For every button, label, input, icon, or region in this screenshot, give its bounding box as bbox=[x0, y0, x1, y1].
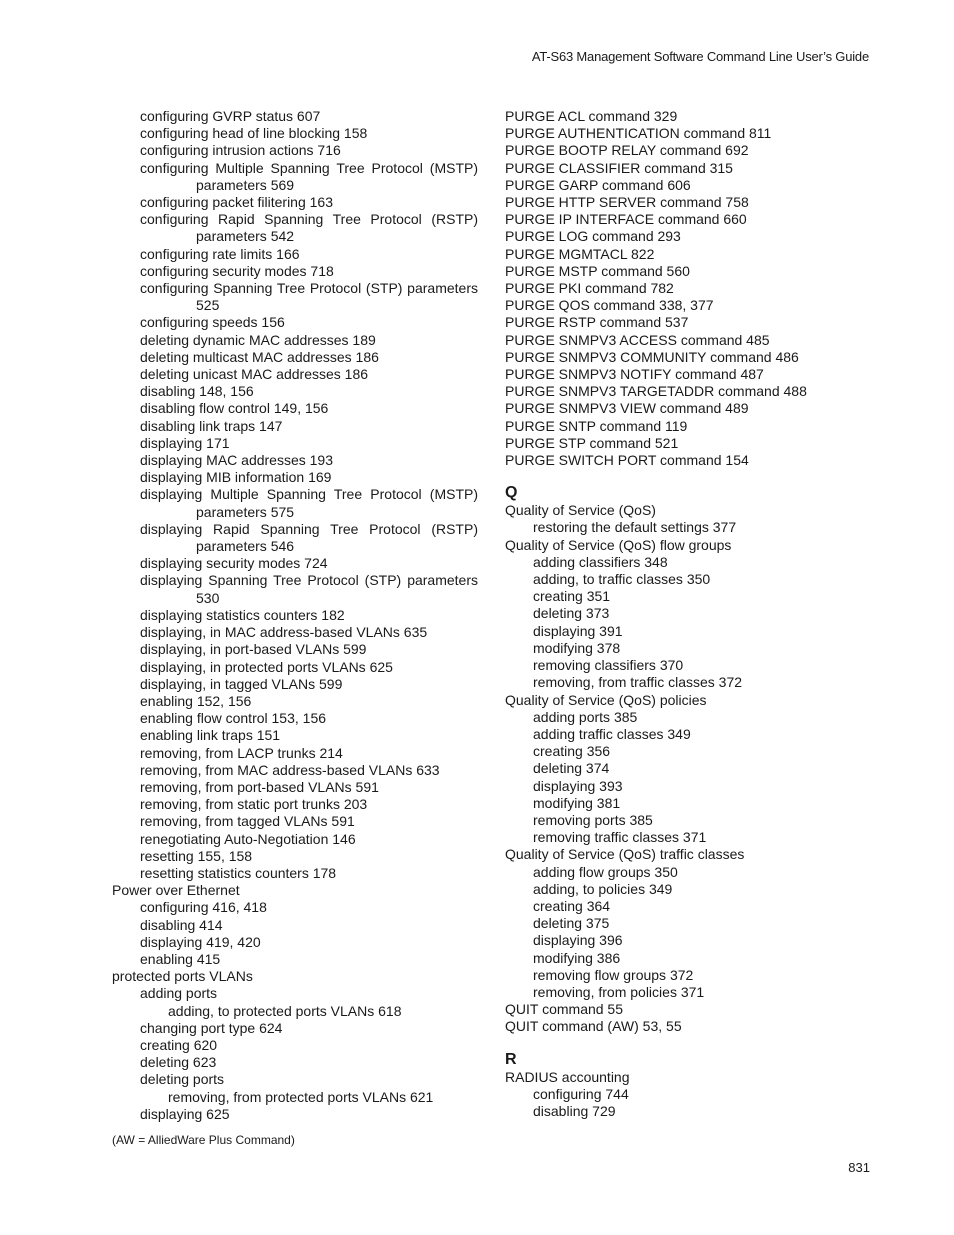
index-subentry: displaying Multiple Spanning Tree Protocol (MSTP) parameters 575 bbox=[140, 486, 478, 520]
index-subentry: displaying, in protected ports VLANs 625 bbox=[140, 658, 393, 675]
index-subentry: disabling 148, 156 bbox=[140, 383, 254, 400]
index-subentry: displaying security modes 724 bbox=[140, 555, 328, 572]
index-subentry: adding traffic classes 349 bbox=[533, 725, 691, 742]
index-entry: Quality of Service (QoS) bbox=[505, 502, 656, 519]
index-subentry: adding flow groups 350 bbox=[533, 863, 678, 880]
index-subentry: restoring the default settings 377 bbox=[533, 519, 737, 536]
index-entry: Quality of Service (QoS) flow groups bbox=[505, 536, 732, 553]
index-letter-heading: Q bbox=[505, 484, 518, 502]
index-entry: PURGE SNMPV3 VIEW command 489 bbox=[505, 400, 749, 417]
index-subentry: deleting 373 bbox=[533, 605, 610, 622]
index-subentry: displaying 419, 420 bbox=[140, 933, 261, 950]
index-subentry: enabling 415 bbox=[140, 950, 221, 967]
index-subentry: creating 351 bbox=[533, 588, 611, 605]
index-subentry: disabling link traps 147 bbox=[140, 417, 283, 434]
index-subentry: deleting 623 bbox=[140, 1054, 217, 1071]
index-subentry: configuring speeds 156 bbox=[140, 314, 285, 331]
index-subentry: creating 620 bbox=[140, 1036, 218, 1053]
index-subentry: configuring GVRP status 607 bbox=[140, 108, 321, 124]
index-subentry: removing, from protected ports VLANs 621 bbox=[168, 1088, 434, 1105]
index-subentry: displaying, in tagged VLANs 599 bbox=[140, 675, 343, 692]
index-column-left bbox=[112, 108, 478, 1123]
index-subentry: resetting statistics counters 178 bbox=[140, 864, 337, 881]
index-entry: QUIT command 55 bbox=[505, 1001, 624, 1018]
index-entry: PURGE CLASSIFIER command 315 bbox=[505, 159, 733, 176]
index-subentry: configuring head of line blocking 158 bbox=[140, 125, 368, 142]
index-subentry: removing, from LACP trunks 214 bbox=[140, 744, 343, 761]
index-entry: protected ports VLANs bbox=[112, 968, 253, 985]
index-entry: PURGE BOOTP RELAY command 692 bbox=[505, 142, 749, 159]
index-entry: PURGE QOS command 338, 377 bbox=[505, 297, 714, 314]
index-subentry: displaying 393 bbox=[533, 777, 623, 794]
index-subentry: adding classifiers 348 bbox=[533, 553, 668, 570]
index-subentry: enabling link traps 151 bbox=[140, 727, 281, 744]
index-entry: PURGE HTTP SERVER command 758 bbox=[505, 194, 749, 211]
index-subentry: adding, to policies 349 bbox=[533, 880, 673, 897]
index-subentry: removing, from MAC address-based VLANs 633 bbox=[140, 761, 440, 778]
index-subentry: removing, from static port trunks 203 bbox=[140, 796, 368, 813]
index-entry: PURGE MSTP command 560 bbox=[505, 262, 690, 279]
footnote: (AW = AlliedWare Plus Command) bbox=[112, 1133, 295, 1147]
index-subentry: deleting dynamic MAC addresses 189 bbox=[140, 331, 376, 348]
index-subentry: enabling flow control 153, 156 bbox=[140, 710, 327, 727]
index-subentry: displaying 625 bbox=[140, 1105, 230, 1122]
index-subentry: deleting multicast MAC addresses 186 bbox=[140, 348, 379, 365]
index-subentry: creating 364 bbox=[533, 897, 611, 914]
running-header: AT-S63 Management Software Command Line User’s Guide bbox=[531, 49, 869, 64]
index-subentry: removing traffic classes 371 bbox=[533, 829, 707, 846]
index-entry: Quality of Service (QoS) policies bbox=[505, 691, 707, 708]
index-subentry: removing, from traffic classes 372 bbox=[533, 674, 743, 691]
index-entry: PURGE SNMPV3 TARGETADDR command 488 bbox=[505, 383, 807, 400]
index-subentry: displaying Rapid Spanning Tree Protocol (RSTP) parameters 546 bbox=[140, 520, 478, 555]
index-subentry: deleting 375 bbox=[533, 915, 610, 932]
index-subentry: configuring intrusion actions 716 bbox=[140, 142, 341, 159]
index-subentry: configuring packet filitering 163 bbox=[140, 194, 334, 211]
index-entry: QUIT command (AW) 53, 55 bbox=[505, 1018, 682, 1035]
index-subentry: deleting ports bbox=[140, 1071, 225, 1088]
index-entry: PURGE GARP command 606 bbox=[505, 176, 691, 193]
index-subentry: deleting 374 bbox=[533, 760, 610, 777]
index-subentry: deleting unicast MAC addresses 186 bbox=[140, 366, 369, 383]
index-subentry: resetting 155, 158 bbox=[140, 847, 253, 864]
index-subentry: configuring Spanning Tree Protocol (STP) parameters 525 bbox=[140, 280, 478, 314]
index-entry: RADIUS accounting bbox=[505, 1068, 630, 1085]
index-subentry: creating 356 bbox=[533, 743, 611, 760]
index-subentry: modifying 381 bbox=[533, 794, 621, 811]
index-subentry: removing, from tagged VLANs 591 bbox=[140, 813, 355, 830]
index-subentry: displaying MIB information 169 bbox=[140, 469, 332, 486]
page-number: 831 bbox=[848, 1160, 870, 1175]
index-subentry: adding ports bbox=[140, 985, 218, 1002]
index-subentry: removing ports 385 bbox=[533, 811, 653, 828]
index-subentry: disabling 729 bbox=[533, 1102, 616, 1119]
index-subentry: modifying 378 bbox=[533, 639, 621, 656]
index-entry: PURGE RSTP command 537 bbox=[505, 314, 689, 331]
index-subentry: configuring 744 bbox=[533, 1085, 629, 1102]
index-subentry: disabling 414 bbox=[140, 916, 223, 933]
index-subentry: displaying Spanning Tree Protocol (STP) parameters 530 bbox=[140, 572, 478, 606]
index-entry: Power over Ethernet bbox=[112, 882, 240, 899]
index-entry: PURGE SNMPV3 ACCESS command 485 bbox=[505, 331, 770, 348]
index-subentry: disabling flow control 149, 156 bbox=[140, 400, 329, 417]
index-entry: PURGE AUTHENTICATION command 811 bbox=[505, 125, 772, 142]
index-subentry: modifying 386 bbox=[533, 949, 621, 966]
index-entry: PURGE MGMTACL 822 bbox=[505, 245, 655, 262]
index-entry: PURGE SNMPV3 NOTIFY command 487 bbox=[505, 366, 764, 383]
index-subentry: adding, to protected ports VLANs 618 bbox=[168, 1002, 402, 1019]
index-subentry: displaying, in port-based VLANs 599 bbox=[140, 641, 367, 658]
index-entry: PURGE PKI command 782 bbox=[505, 280, 674, 297]
index-entry: PURGE SNTP command 119 bbox=[505, 417, 688, 434]
index-subentry: adding, to traffic classes 350 bbox=[533, 571, 711, 588]
index-entry: PURGE SNMPV3 COMMUNITY command 486 bbox=[505, 348, 799, 365]
index-entry: PURGE LOG command 293 bbox=[505, 228, 681, 245]
index-subentry: configuring Rapid Spanning Tree Protocol (RSTP) parameters 542 bbox=[140, 211, 478, 245]
index-subentry: removing, from policies 371 bbox=[533, 983, 705, 1000]
index-subentry: displaying 171 bbox=[140, 434, 230, 451]
index-subentry: renegotiating Auto-Negotiation 146 bbox=[140, 830, 356, 847]
index-entry: PURGE STP command 521 bbox=[505, 434, 679, 451]
index-column-right bbox=[505, 108, 870, 1120]
index-subentry: configuring Multiple Spanning Tree Protocol (MSTP) parameters 569 bbox=[140, 159, 478, 193]
index-letter-heading: R bbox=[505, 1050, 517, 1068]
index-subentry: displaying 396 bbox=[533, 932, 623, 949]
index-subentry: configuring security modes 718 bbox=[140, 262, 334, 279]
index-subentry: changing port type 624 bbox=[140, 1019, 283, 1036]
index-subentry: displaying, in MAC address-based VLANs 635 bbox=[140, 624, 428, 641]
index-subentry: adding ports 385 bbox=[533, 708, 638, 725]
index-subentry: removing classifiers 370 bbox=[533, 657, 684, 674]
index-subentry: displaying 391 bbox=[533, 622, 623, 639]
index-subentry: configuring rate limits 166 bbox=[140, 245, 300, 262]
index-entry: PURGE SWITCH PORT command 154 bbox=[505, 452, 749, 469]
index-subentry: removing, from port-based VLANs 591 bbox=[140, 778, 379, 795]
index-subentry: configuring 416, 418 bbox=[140, 899, 267, 916]
index-subentry: enabling 152, 156 bbox=[140, 692, 252, 709]
index-subentry: displaying MAC addresses 193 bbox=[140, 452, 333, 469]
index-entry: Quality of Service (QoS) traffic classes bbox=[505, 846, 745, 863]
index-subentry: removing flow groups 372 bbox=[533, 966, 694, 983]
index-entry: PURGE ACL command 329 bbox=[505, 108, 678, 124]
index-subentry: displaying statistics counters 182 bbox=[140, 606, 345, 623]
index-entry: PURGE IP INTERFACE command 660 bbox=[505, 211, 747, 228]
